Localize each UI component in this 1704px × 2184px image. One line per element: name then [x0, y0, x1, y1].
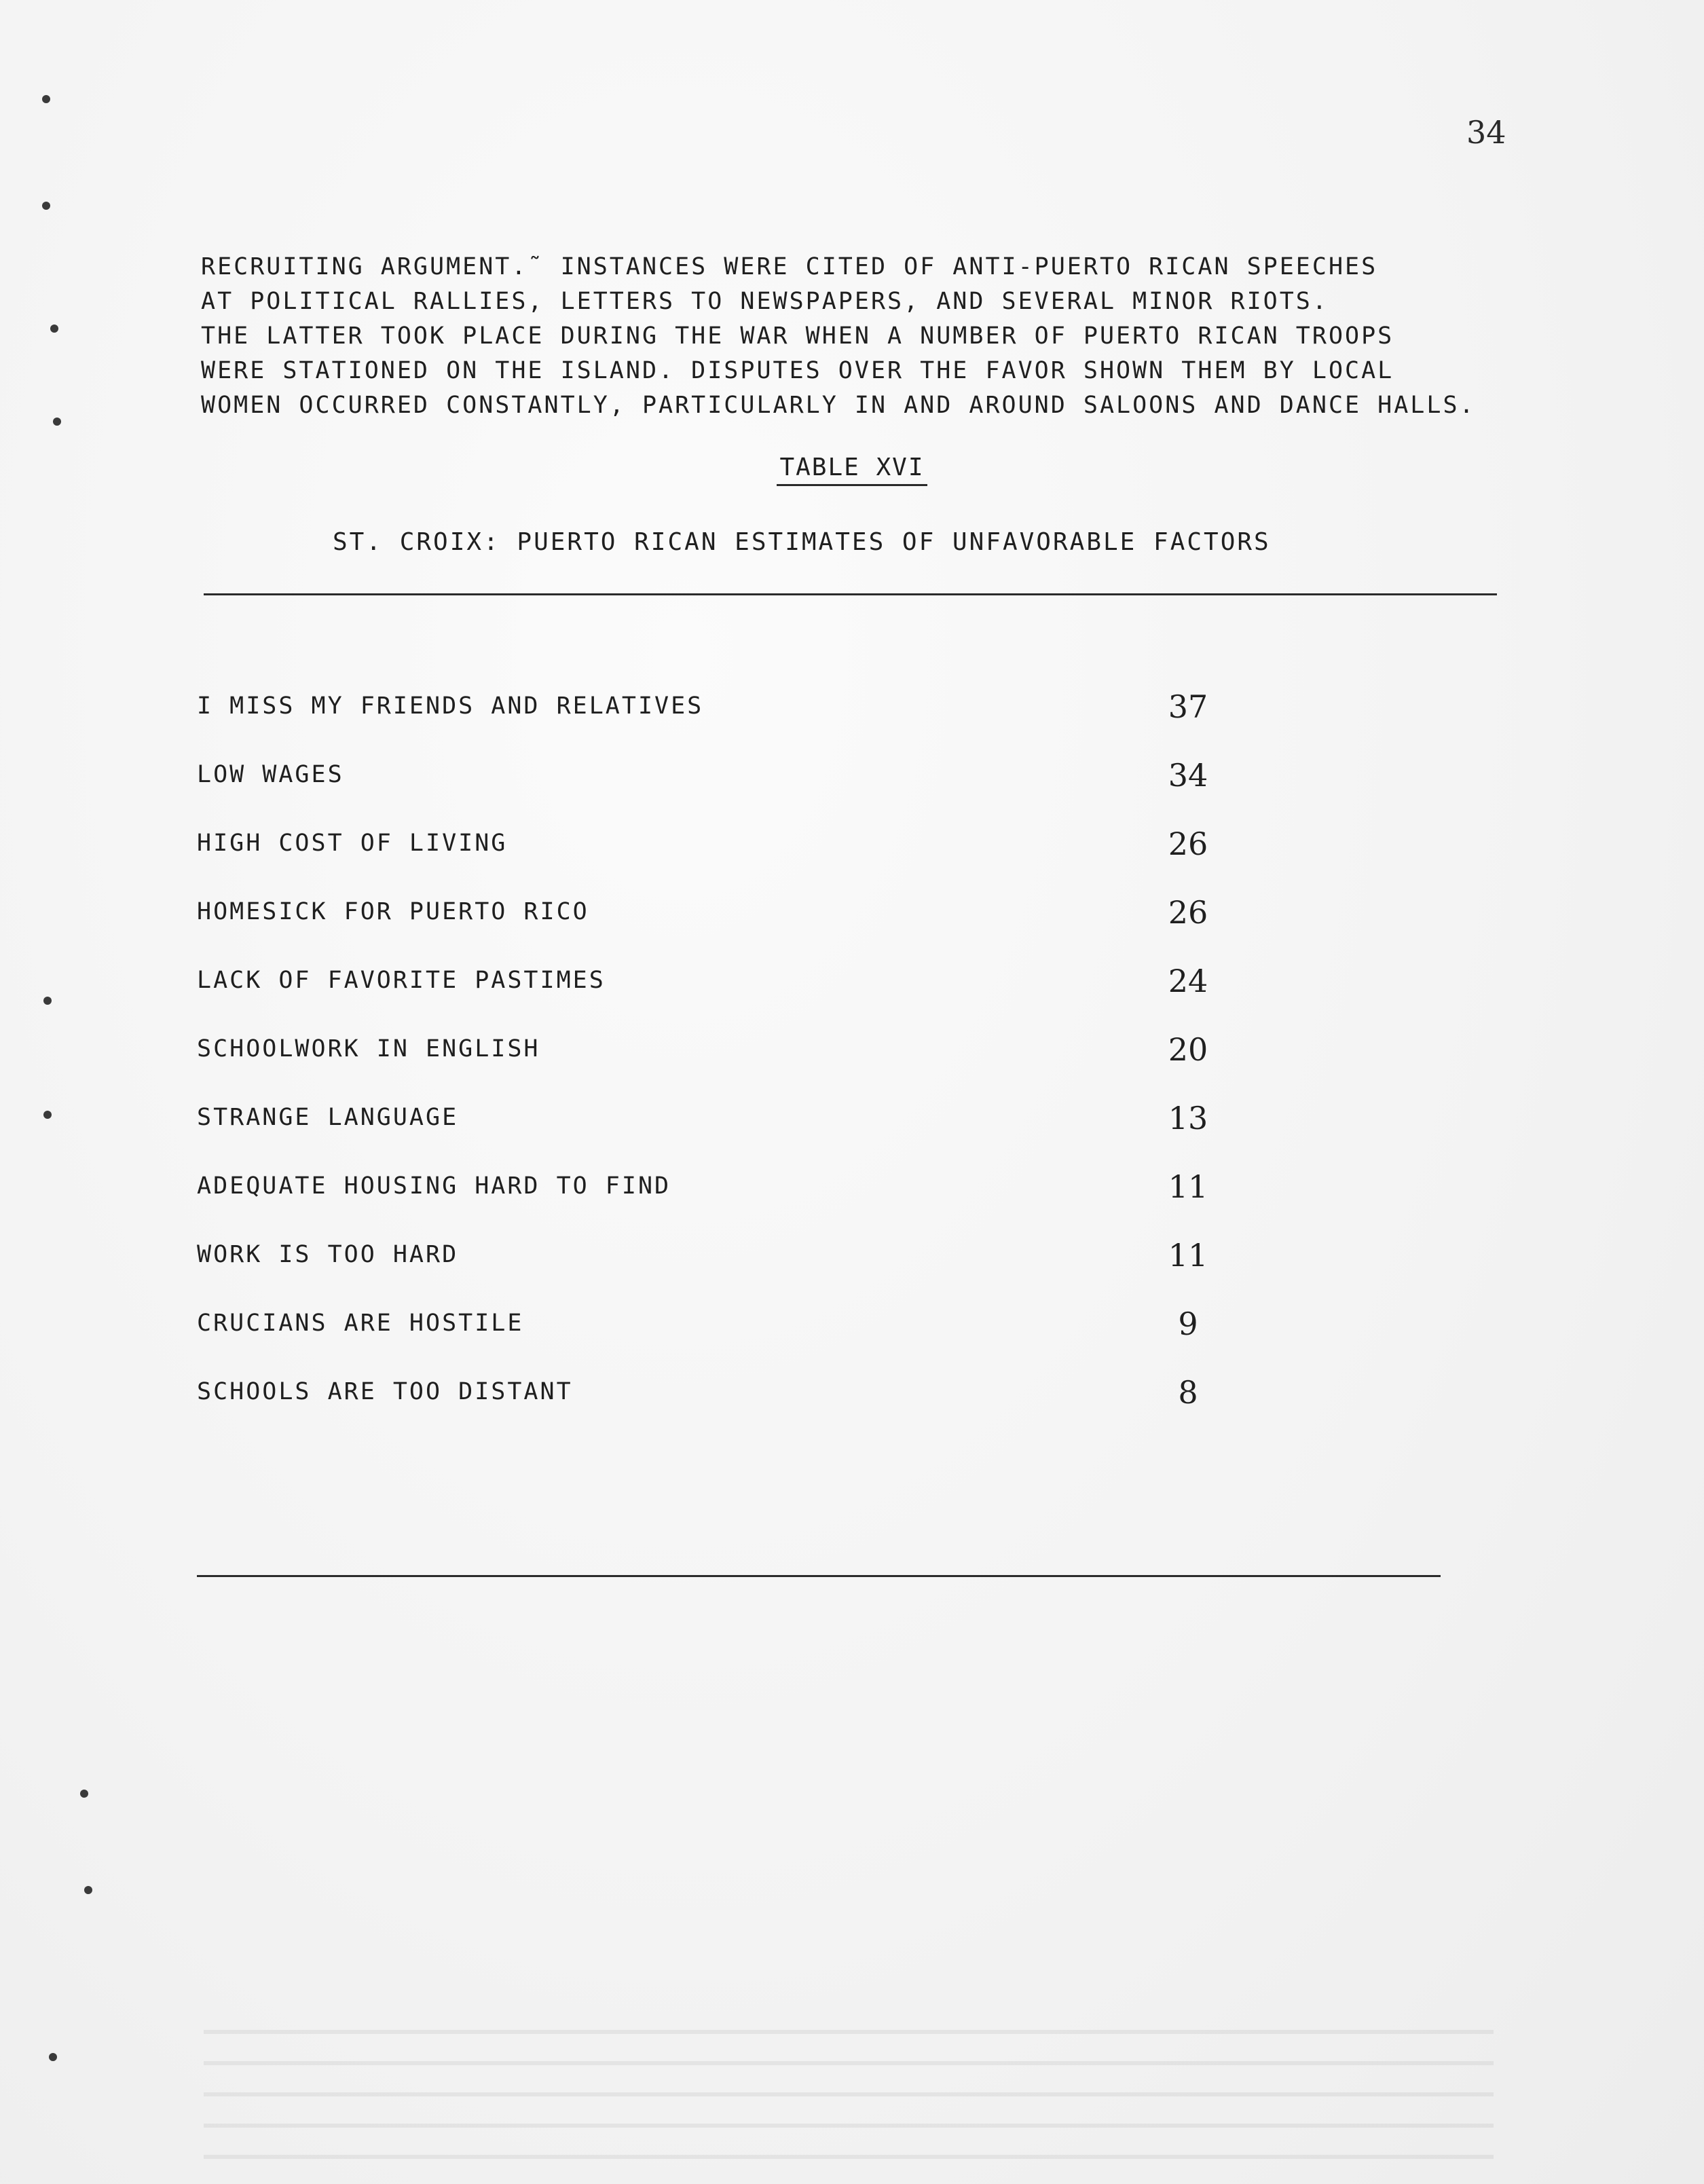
- table-bottom-rule: [197, 1575, 1441, 1577]
- bleed-through-shadow: [204, 2030, 1494, 2166]
- paragraph-line: RECRUITING ARGUMENT.˜ INSTANCES WERE CITED OF ANTI-PUERTO RICAN SPEECHES: [201, 253, 1378, 280]
- table-row: [197, 1374, 1283, 1447]
- table-row: [197, 688, 1283, 761]
- row-value: 37: [1168, 688, 1208, 725]
- punch-hole-mark: [53, 418, 61, 426]
- row-value: 11: [1168, 1237, 1208, 1274]
- paragraph-line: WERE STATIONED ON THE ISLAND. DISPUTES OVER THE FAVOR SHOWN THEM BY LOCAL: [201, 357, 1394, 384]
- table-row: [197, 1031, 1283, 1104]
- page-number: 34: [1466, 114, 1506, 151]
- table-row: [197, 757, 1283, 830]
- table-row: [197, 963, 1283, 1035]
- row-value: 13: [1168, 1100, 1208, 1136]
- punch-hole-mark: [42, 202, 50, 210]
- row-value: 34: [1168, 757, 1208, 794]
- row-value: 24: [1168, 963, 1208, 999]
- table-row: [197, 1100, 1283, 1172]
- table-row: [197, 1168, 1283, 1241]
- punch-hole-mark: [80, 1790, 88, 1798]
- row-value: 8: [1178, 1374, 1198, 1411]
- row-value: 11: [1168, 1168, 1208, 1205]
- row-label: HIGH COST OF LIVING: [197, 830, 508, 857]
- row-label: STRANGE LANGUAGE: [197, 1104, 459, 1131]
- punch-hole-mark: [42, 95, 50, 103]
- table-row: [197, 826, 1283, 898]
- row-label: SCHOOLS ARE TOO DISTANT: [197, 1378, 573, 1405]
- table-top-rule: [204, 593, 1497, 595]
- table-row: [197, 1237, 1283, 1310]
- row-label: SCHOOLWORK IN ENGLISH: [197, 1035, 540, 1062]
- paragraph-line: AT POLITICAL RALLIES, LETTERS TO NEWSPAPERS, AND SEVERAL MINOR RIOTS.: [201, 288, 1329, 315]
- table-title-text: TABLE XVI: [777, 454, 927, 486]
- table-title: [0, 454, 1704, 481]
- row-value: 26: [1168, 826, 1208, 862]
- row-label: LOW WAGES: [197, 761, 344, 788]
- punch-hole-mark: [84, 1886, 92, 1894]
- punch-hole-mark: [43, 1111, 52, 1119]
- row-label: WORK IS TOO HARD: [197, 1241, 459, 1268]
- paragraph-line: THE LATTER TOOK PLACE DURING THE WAR WHEN A NUMBER OF PUERTO RICAN TROOPS: [201, 322, 1394, 350]
- punch-hole-mark: [49, 2053, 57, 2061]
- table-row: [197, 1306, 1283, 1378]
- punch-hole-mark: [43, 997, 52, 1005]
- body-paragraph: [201, 250, 1559, 423]
- row-label: I MISS MY FRIENDS AND RELATIVES: [197, 692, 704, 720]
- row-label: HOMESICK FOR PUERTO RICO: [197, 898, 589, 925]
- row-value: 9: [1178, 1306, 1198, 1342]
- row-value: 20: [1168, 1031, 1208, 1068]
- table-subtitle: ST. CROIX: PUERTO RICAN ESTIMATES OF UNFAVORABLE FACTORS: [333, 528, 1271, 556]
- row-label: CRUCIANS ARE HOSTILE: [197, 1310, 524, 1337]
- paragraph-line: WOMEN OCCURRED CONSTANTLY, PARTICULARLY IN AND AROUND SALOONS AND DANCE HALLS.: [201, 392, 1476, 419]
- table-row: [197, 894, 1283, 967]
- table-body: [197, 688, 1283, 1447]
- row-value: 26: [1168, 894, 1208, 931]
- row-label: ADEQUATE HOUSING HARD TO FIND: [197, 1172, 671, 1200]
- row-label: LACK OF FAVORITE PASTIMES: [197, 967, 606, 994]
- punch-hole-mark: [50, 325, 58, 333]
